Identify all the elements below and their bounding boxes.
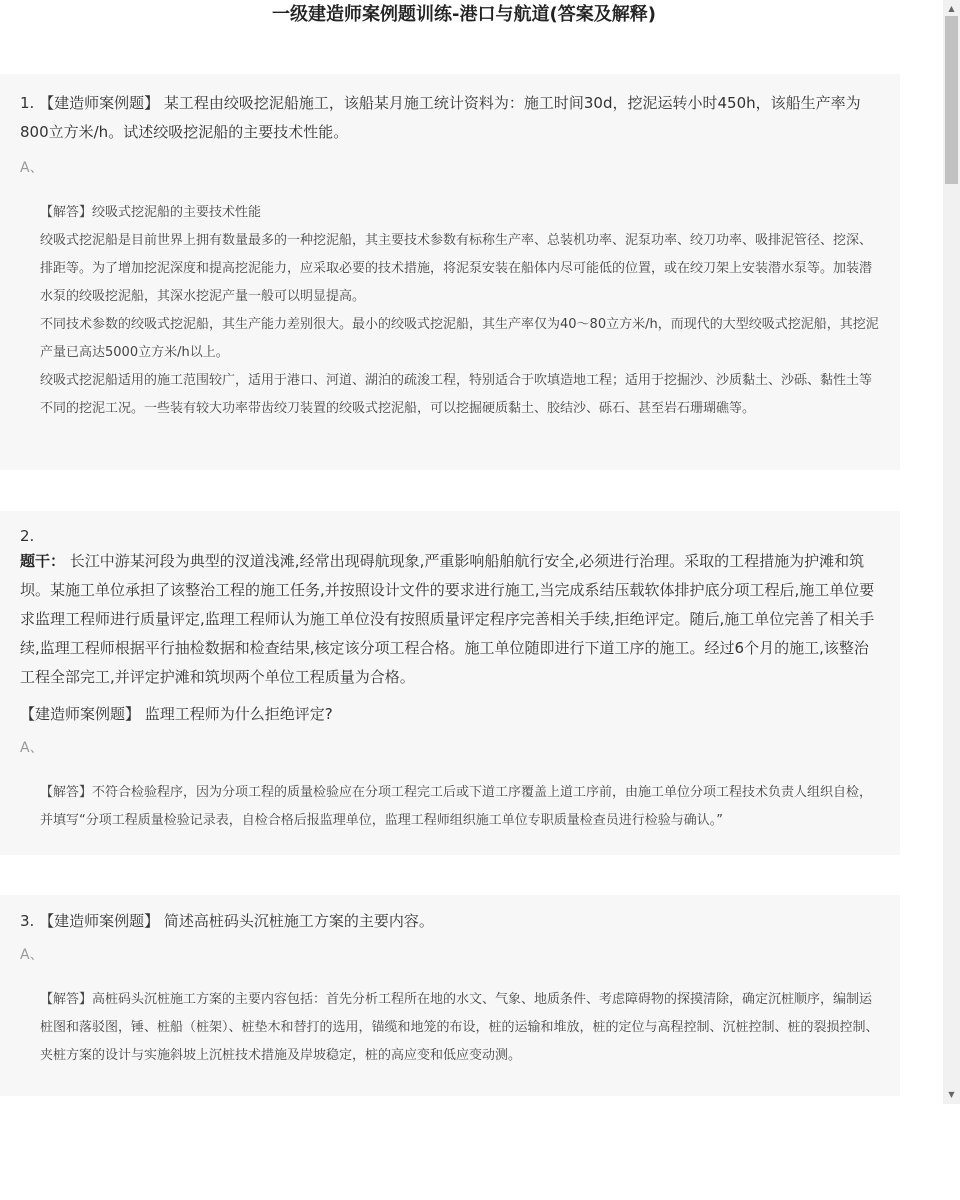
scroll-up-arrow-icon[interactable]: ▲ <box>948 4 955 13</box>
explanation <box>20 199 880 423</box>
question-body: 监理工程师为什么拒绝评定? <box>144 705 333 723</box>
vertical-scrollbar[interactable] <box>943 0 960 1104</box>
question-text <box>20 89 880 147</box>
explanation-paragraph: 【解答】绞吸式挖泥船的主要技术性能 <box>40 205 262 220</box>
answer-label: A、 <box>20 947 44 963</box>
stem-label: 题干： <box>20 552 66 570</box>
page-title: 一级建造师案例题训练-港口与航道(答案及解释) <box>272 4 656 25</box>
question-card-3 <box>0 895 900 1096</box>
explanation <box>20 986 880 1070</box>
answer-label: A、 <box>20 160 44 176</box>
question-text <box>20 907 880 936</box>
question-tag: 【建造师案例题】 <box>20 705 141 723</box>
question-card-2 <box>0 511 900 855</box>
question-tag: 【建造师案例题】 <box>39 912 160 930</box>
explanation <box>20 779 880 835</box>
question-text <box>20 700 880 729</box>
explanation-paragraph: 不同技术参数的绞吸式挖泥船，其生产能力差别很大。最小的绞吸式挖泥船，其生产率仅为40～80立方米/h，而现代的大型绞吸式挖泥船，其挖泥产量已高达5000立方米/h以上。 <box>40 317 879 360</box>
question-number: 1. <box>20 94 35 112</box>
question-number: 2. <box>20 527 35 545</box>
explanation-paragraph: 【解答】高桩码头沉桩施工方案的主要内容包括：首先分析工程所在地的水文、气象、地质条件、考虑障碍物的探摸清除，确定沉桩顺序，编制运桩图和落驳图，锤、桩船（桩架）、桩垫木和替打的选用，锚缆和地笼的布设，桩的运输和堆放，桩的定位与高程控制、沉桩控制、桩的裂损控制、夹桩方案的设计与实施斜坡上沉桩技术措施及岸坡稳定，桩的高应变和低应变动测。 <box>40 992 879 1063</box>
stem-text: 长江中游某河段为典型的汊道浅滩,经常出现碍航现象,严重影响船舶航行安全,必须进行治理。采取的工程措施为护滩和筑坝。某施工单位承担了该整治工程的施工任务,并按照设计文件的要求进行施工,当完成系结压载软体排护底分项工程后,施工单位要求监理工程师进行质量评定,监理工程师认为施工单位没有按照质量评定程序完善相关手续,拒绝评定。随后,施工单位完善了相关手续,监理工程师根据平行抽检数据和检查结果,核定该分项工程合格。施工单位随即进行下道工序的施工。经过6个月的施工,该整治工程全部完工,并评定护滩和筑坝两个单位工程质量为合格。 <box>20 552 875 686</box>
scroll-thumb[interactable] <box>945 16 958 184</box>
scroll-down-arrow-icon[interactable]: ▼ <box>948 1090 955 1099</box>
question-card-1 <box>0 74 900 470</box>
question-number: 3. <box>20 912 35 930</box>
question-stem <box>20 547 880 692</box>
question-tag: 【建造师案例题】 <box>39 94 160 112</box>
question-body: 简述高桩码头沉桩施工方案的主要内容。 <box>163 912 434 930</box>
explanation-paragraph: 【解答】不符合检验程序，因为分项工程的质量检验应在分项工程完工后或下道工序覆盖上道工序前，由施工单位分项工程技术负责人组织自检，并填写“分项工程质量检验记录表，自检合格后报监理单位，监理工程师组织施工单位专职质量检查员进行检验与确认。” <box>40 785 873 828</box>
explanation-paragraph: 绞吸式挖泥船是目前世界上拥有数量最多的一种挖泥船，其主要技术参数有标称生产率、总装机功率、泥泵功率、绞刀功率、吸排泥管径、挖深、排距等。为了增加挖泥深度和提高挖泥能力，应采取必要的技术措施，将泥泵安装在船体内尽可能低的位置，或在绞刀架上安装潜水泵等。加装潜水泵的绞吸挖泥船，其深水挖泥产量一般可以明显提高。 <box>40 233 873 304</box>
question-body: 某工程由绞吸挖泥船施工，该船某月施工统计资料为：施工时间30d，挖泥运转小时450h，该船生产率为800立方米/h。试述绞吸挖泥船的主要技术性能。 <box>20 94 861 141</box>
explanation-paragraph: 绞吸式挖泥船适用的施工范围较广，适用于港口、河道、湖泊的疏浚工程，特别适合于吹填造地工程；适用于挖掘沙、沙质黏土、沙砾、黏性土等不同的挖泥工况。一些装有较大功率带齿绞刀装置的绞吸式挖泥船，可以挖掘硬质黏土、胶结沙、砾石、甚至岩石珊瑚礁等。 <box>40 373 873 416</box>
answer-label: A、 <box>20 740 44 756</box>
